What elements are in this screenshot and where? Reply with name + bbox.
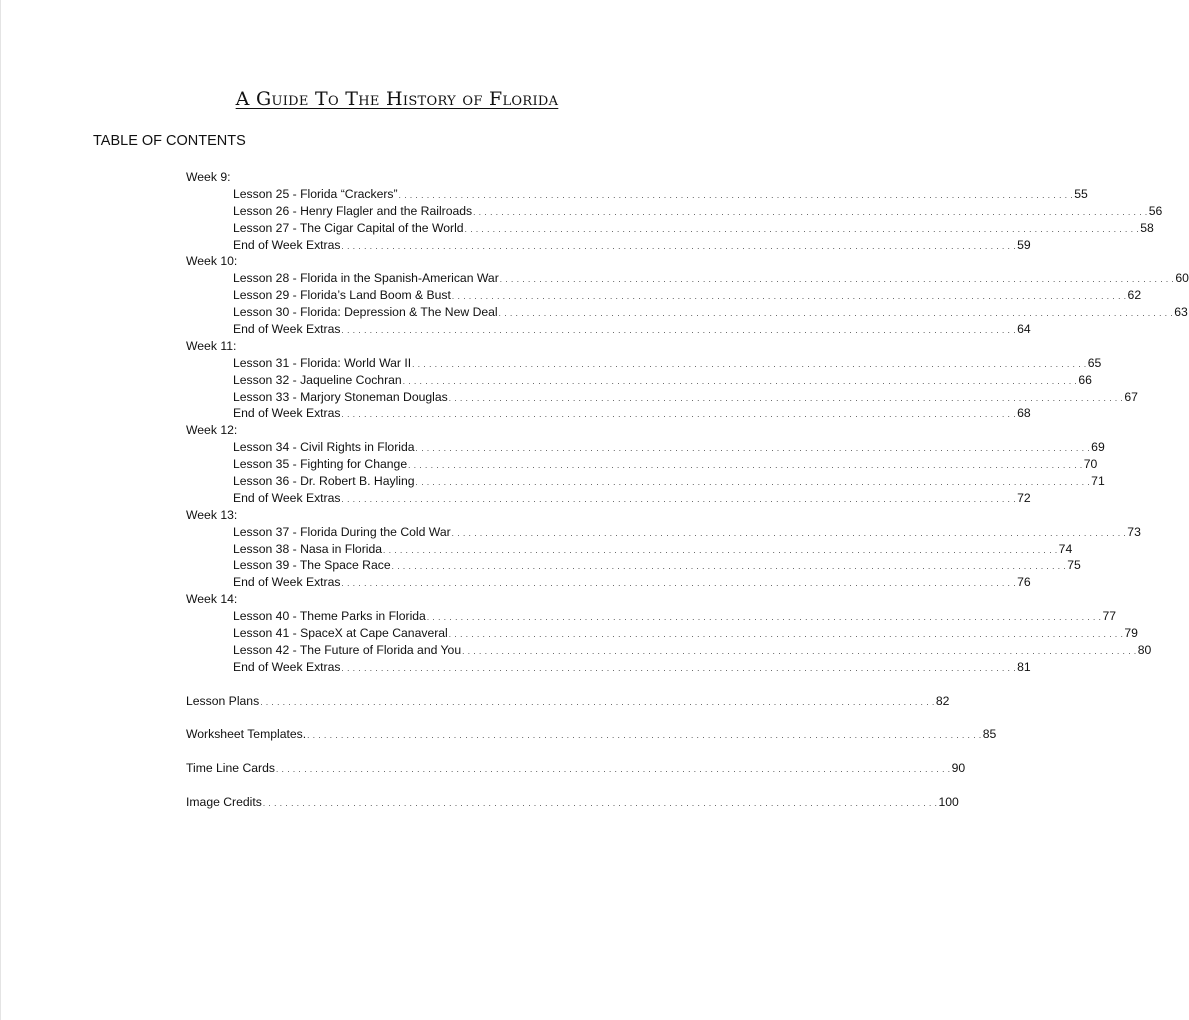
toc-entry [233,524,1141,541]
toc-entry [233,203,1163,220]
toc-entry [233,473,1105,490]
page-number: 90 [951,761,966,776]
page-number: 62 [1127,288,1142,303]
week-label: Week 11: [186,338,237,353]
page-number: 64 [1017,322,1031,337]
toc-entry [233,608,1117,625]
toc-entry [233,456,1098,473]
entry-title: End of Week Extras [233,406,341,421]
toc-entry [233,574,1031,591]
entry-title: Worksheet Templates. [186,727,307,742]
entry-title: Lesson 27 - The Cigar Capital of the World [233,220,464,235]
dot-leader: . . . . . . . . . . . . . . . . . . . . . . . . . . . . . . . . . . . . . . . . . . . . . . . . . . . . . . . . . . . . . . . . . . . . . . . . . . . . . . . . . . . . . . . . . . . . . . . . . . . . . . . . . . . . . . . . . . . . . . . . [462,646,1137,656]
page-number: 79 [1124,626,1138,641]
toc-section-entry [186,693,950,710]
week-label: Week 10: [186,254,238,269]
page-number: 60 [1175,271,1189,286]
dot-leader: . . . . . . . . . . . . . . . . . . . . . . . . . . . . . . . . . . . . . . . . . . . . . . . . . . . . . . . . . . . . . . . . . . . . . . . . . . . . . . . . . . . . . . . . . . . . . . . . . . . . . . . . . . . . . . . . . . . . . . . . [473,207,1148,217]
dot-leader: . . . . . . . . . . . . . . . . . . . . . . . . . . . . . . . . . . . . . . . . . . . . . . . . . . . . . . . . . . . . . . . . . . . . . . . . . . . . . . . . . . . . . . . . . . . . . . . . . . . . . . . . . . . . . . . . . . . . . . . . [451,528,1127,538]
toc-entry [233,405,1031,422]
toc-entry [233,186,1088,203]
page-number: 59 [1017,237,1031,252]
page-number: 69 [1091,440,1105,455]
dot-leader: . . . . . . . . . . . . . . . . . . . . . . . . . . . . . . . . . . . . . . . . . . . . . . . . . . . . . . . . . . . . . . . . . . . . . . . . . . . . . . . . . . . . . . . . . . . . . . . . . . . . . . . . . . . . . . . . . . . . . . . . [341,663,1017,673]
entry-title: Lesson 28 - Florida in the Spanish-American War [233,271,499,286]
dot-leader: . . . . . . . . . . . . . . . . . . . . . . . . . . . . . . . . . . . . . . . . . . . . . . . . . . . . . . . . . . . . . . . . . . . . . . . . . . . . . . . . . . . . . . . . . . . . . . . . . . . . . . . . . . . . . . . . . . . . . . . . [383,545,1058,555]
toc-entry [233,389,1138,406]
page-number: 55 [1074,186,1088,201]
toc-entry [233,321,1031,338]
dot-leader: . . . . . . . . . . . . . . . . . . . . . . . . . . . . . . . . . . . . . . . . . . . . . . . . . . . . . . . . . . . . . . . . . . . . . . . . . . . . . . . . . . . . . . . . . . . . . . . . . . . . . . . . . . . . . . . . . . . . . . . . [499,275,1175,285]
entry-title: Lesson 31 - Florida: World War II [233,355,412,370]
dot-leader: . . . . . . . . . . . . . . . . . . . . . . . . . . . . . . . . . . . . . . . . . . . . . . . . . . . . . . . . . . . . . . . . . . . . . . . . . . . . . . . . . . . . . . . . . . . . . . . . . . . . . . . . . . . . . . . . . . . . . . . . [341,579,1017,589]
page-number: 56 [1148,203,1163,218]
toc-entry [233,490,1031,507]
entry-title: Lesson Plans [186,693,260,708]
toc-entry [233,237,1031,254]
dot-leader: . . . . . . . . . . . . . . . . . . . . . . . . . . . . . . . . . . . . . . . . . . . . . . . . . . . . . . . . . . . . . . . . . . . . . . . . . . . . . . . . . . . . . . . . . . . . . . . . . . . . . . . . . . . . . . . . . . . . . . . . [448,630,1124,640]
toc-entry [233,287,1142,304]
page-number: 81 [1017,659,1031,674]
toc-entry [233,439,1105,456]
entry-title: Lesson 32 - Jaqueline Cochran [233,372,402,387]
dot-leader: . . . . . . . . . . . . . . . . . . . . . . . . . . . . . . . . . . . . . . . . . . . . . . . . . . . . . . . . . . . . . . . . . . . . . . . . . . . . . . . . . . . . . . . . . . . . . . . . . . . . . . . . . . . . . . . . . . . . . . . . [415,478,1091,488]
dot-leader: . . . . . . . . . . . . . . . . . . . . . . . . . . . . . . . . . . . . . . . . . . . . . . . . . . . . . . . . . . . . . . . . . . . . . . . . . . . . . . . . . . . . . . . . . . . . . . . . . . . . . . . . . . . . . . . . . . . . . . . . [498,309,1174,319]
page-number: 80 [1137,642,1152,657]
toc-entry [233,541,1073,558]
page-number: 77 [1102,609,1117,624]
entry-title: Lesson 40 - Theme Parks in Florida [233,609,426,624]
table-of-contents [186,169,1189,811]
week-label: Week 14: [186,592,238,607]
toc-entry [233,304,1188,321]
dot-leader: . . . . . . . . . . . . . . . . . . . . . . . . . . . . . . . . . . . . . . . . . . . . . . . . . . . . . . . . . . . . . . . . . . . . . . . . . . . . . . . . . . . . . . . . . . . . . . . . . . . . . . . . . . . . . . . . . . . . . . . . [341,494,1017,504]
page-number: 85 [982,727,997,742]
page-number: 74 [1058,541,1073,556]
toc-entry [233,557,1081,574]
week-label: Week 12: [186,423,238,438]
page-number: 58 [1140,220,1154,235]
dot-leader: . . . . . . . . . . . . . . . . . . . . . . . . . . . . . . . . . . . . . . . . . . . . . . . . . . . . . . . . . . . . . . . . . . . . . . . . . . . . . . . . . . . . . . . . . . . . . . . . . . . . . . . . . . . . . . . . . . . . . . . . [262,798,938,808]
toc-entry [233,659,1031,676]
entry-title: End of Week Extras [233,322,341,337]
page-number: 71 [1091,474,1105,489]
document-title: A Guide To The History of Florida [235,88,559,110]
entry-title: Lesson 37 - Florida During the Cold War [233,524,451,539]
toc-section-entry [186,794,959,811]
entry-title: Lesson 35 - Fighting for Change [233,457,408,472]
dot-leader: . . . . . . . . . . . . . . . . . . . . . . . . . . . . . . . . . . . . . . . . . . . . . . . . . . . . . . . . . . . . . . . . . . . . . . . . . . . . . . . . . . . . . . . . . . . . . . . . . . . . . . . . . . . . . . . . . . . . . . . . [341,410,1017,420]
week-label: Week 13: [186,507,238,522]
dot-leader: . . . . . . . . . . . . . . . . . . . . . . . . . . . . . . . . . . . . . . . . . . . . . . . . . . . . . . . . . . . . . . . . . . . . . . . . . . . . . . . . . . . . . . . . . . . . . . . . . . . . . . . . . . . . . . . . . . . . . . . . [451,292,1127,302]
page-number: 66 [1078,372,1092,387]
page-number: 68 [1017,406,1031,421]
toc-entry [233,270,1189,287]
page-number: 75 [1067,558,1081,573]
entry-title: End of Week Extras [233,659,341,674]
entry-title: Lesson 41 - SpaceX at Cape Canaveral [233,626,448,641]
page-number: 63 [1174,305,1188,320]
dot-leader: . . . . . . . . . . . . . . . . . . . . . . . . . . . . . . . . . . . . . . . . . . . . . . . . . . . . . . . . . . . . . . . . . . . . . . . . . . . . . . . . . . . . . . . . . . . . . . . . . . . . . . . . . . . . . . . . . . . . . . . . [426,613,1102,623]
entry-title: Lesson 26 - Henry Flagler and the Railroads [233,203,473,218]
page-number: 65 [1087,355,1102,370]
entry-title: Lesson 34 - Civil Rights in Florida [233,440,415,455]
page-number: 73 [1127,524,1141,539]
page-number: 100 [938,794,959,809]
dot-leader: . . . . . . . . . . . . . . . . . . . . . . . . . . . . . . . . . . . . . . . . . . . . . . . . . . . . . . . . . . . . . . . . . . . . . . . . . . . . . . . . . . . . . . . . . . . . . . . . . . . . . . . . . . . . . . . . . . . . . . . . [391,562,1067,572]
page-number: 82 [935,693,950,708]
page-number: 70 [1083,457,1098,472]
toc-entry [233,355,1102,372]
entry-title: Lesson 33 - Marjory Stoneman Douglas [233,389,448,404]
toc-section-entry [186,760,966,777]
dot-leader: . . . . . . . . . . . . . . . . . . . . . . . . . . . . . . . . . . . . . . . . . . . . . . . . . . . . . . . . . . . . . . . . . . . . . . . . . . . . . . . . . . . . . . . . . . . . . . . . . . . . . . . . . . . . . . . . . . . . . . . . [341,241,1017,251]
week-label: Week 9: [186,170,231,184]
dot-leader: . . . . . . . . . . . . . . . . . . . . . . . . . . . . . . . . . . . . . . . . . . . . . . . . . . . . . . . . . . . . . . . . . . . . . . . . . . . . . . . . . . . . . . . . . . . . . . . . . . . . . . . . . . . . . . . . . . . . . . . . [464,224,1140,234]
dot-leader: . . . . . . . . . . . . . . . . . . . . . . . . . . . . . . . . . . . . . . . . . . . . . . . . . . . . . . . . . . . . . . . . . . . . . . . . . . . . . . . . . . . . . . . . . . . . . . . . . . . . . . . . . . . . . . . . . . . . . . . . [402,376,1078,386]
entry-title: Lesson 36 - Dr. Robert B. Hayling [233,474,415,489]
entry-title: Lesson 38 - Nasa in Florida [233,541,383,556]
entry-title: Lesson 25 - Florida “Crackers” [233,186,398,201]
entry-title: Lesson 29 - Florida’s Land Boom & Bust [233,288,451,303]
toc-entry [233,372,1092,389]
dot-leader: . . . . . . . . . . . . . . . . . . . . . . . . . . . . . . . . . . . . . . . . . . . . . . . . . . . . . . . . . . . . . . . . . . . . . . . . . . . . . . . . . . . . . . . . . . . . . . . . . . . . . . . . . . . . . . . . . . . . . . . . [341,326,1017,336]
page-number: 67 [1124,389,1138,404]
dot-leader: . . . . . . . . . . . . . . . . . . . . . . . . . . . . . . . . . . . . . . . . . . . . . . . . . . . . . . . . . . . . . . . . . . . . . . . . . . . . . . . . . . . . . . . . . . . . . . . . . . . . . . . . . . . . . . . . . . . . . . . . [408,461,1083,471]
entry-title: Lesson 30 - Florida: Depression & The New Deal [233,305,498,320]
dot-leader: . . . . . . . . . . . . . . . . . . . . . . . . . . . . . . . . . . . . . . . . . . . . . . . . . . . . . . . . . . . . . . . . . . . . . . . . . . . . . . . . . . . . . . . . . . . . . . . . . . . . . . . . . . . . . . . . . . . . . . . . [415,444,1091,454]
entry-title: Lesson 42 - The Future of Florida and You [233,642,462,657]
dot-leader: . . . . . . . . . . . . . . . . . . . . . . . . . . . . . . . . . . . . . . . . . . . . . . . . . . . . . . . . . . . . . . . . . . . . . . . . . . . . . . . . . . . . . . . . . . . . . . . . . . . . . . . . . . . . . . . . . . . . . . . . [307,731,982,741]
entry-title: End of Week Extras [233,575,341,590]
page-number: 76 [1017,575,1031,590]
page-number: 72 [1017,490,1031,505]
entry-title: Time Line Cards [186,761,275,776]
toc-entry [233,642,1152,659]
dot-leader: . . . . . . . . . . . . . . . . . . . . . . . . . . . . . . . . . . . . . . . . . . . . . . . . . . . . . . . . . . . . . . . . . . . . . . . . . . . . . . . . . . . . . . . . . . . . . . . . . . . . . . . . . . . . . . . . . . . . . . . . [260,697,935,707]
dot-leader: . . . . . . . . . . . . . . . . . . . . . . . . . . . . . . . . . . . . . . . . . . . . . . . . . . . . . . . . . . . . . . . . . . . . . . . . . . . . . . . . . . . . . . . . . . . . . . . . . . . . . . . . . . . . . . . . . . . . . . . . [412,359,1087,369]
dot-leader: . . . . . . . . . . . . . . . . . . . . . . . . . . . . . . . . . . . . . . . . . . . . . . . . . . . . . . . . . . . . . . . . . . . . . . . . . . . . . . . . . . . . . . . . . . . . . . . . . . . . . . . . . . . . . . . . . . . . . . . . [448,393,1124,403]
toc-heading: TABLE OF CONTENTS [93,133,246,149]
entry-title: End of Week Extras [233,490,341,505]
entry-title: Image Credits [186,794,262,809]
entry-title: Lesson 39 - The Space Race [233,558,391,573]
entry-title: End of Week Extras [233,237,341,252]
toc-entry [233,220,1154,237]
toc-section-entry [186,726,997,743]
toc-entry [233,625,1138,642]
dot-leader: . . . . . . . . . . . . . . . . . . . . . . . . . . . . . . . . . . . . . . . . . . . . . . . . . . . . . . . . . . . . . . . . . . . . . . . . . . . . . . . . . . . . . . . . . . . . . . . . . . . . . . . . . . . . . . . . . . . . . . . . [275,765,951,775]
dot-leader: . . . . . . . . . . . . . . . . . . . . . . . . . . . . . . . . . . . . . . . . . . . . . . . . . . . . . . . . . . . . . . . . . . . . . . . . . . . . . . . . . . . . . . . . . . . . . . . . . . . . . . . . . . . . . . . . . . . . . . . . [398,190,1074,200]
